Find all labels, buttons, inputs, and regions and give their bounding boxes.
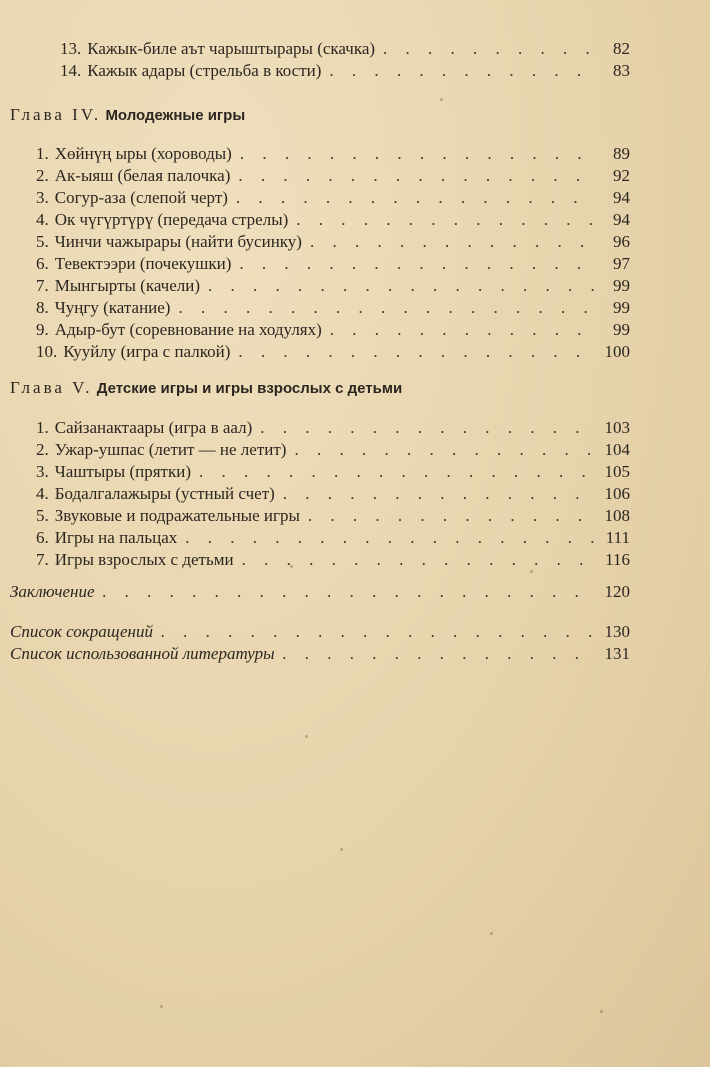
paper-speck — [440, 98, 443, 101]
toc-entry-bibliography — [10, 643, 630, 665]
toc-entry — [36, 461, 630, 483]
toc-entry — [36, 165, 630, 187]
leader-dots — [161, 621, 594, 643]
leader-dots — [208, 275, 594, 297]
toc-entry — [36, 231, 630, 253]
chapter-name: Молодежные игры — [105, 107, 246, 124]
entry-page: 83 — [613, 61, 630, 80]
leader-dots — [238, 341, 594, 363]
leader-dots — [240, 143, 594, 165]
toc-entry — [36, 297, 630, 319]
entry-page: 99 — [613, 320, 630, 339]
leader-dots — [103, 581, 594, 603]
entry-page: 104 — [604, 440, 630, 459]
paper-speck — [290, 565, 293, 568]
entry-title: Чуңгу (катание) — [54, 298, 171, 317]
entry-number: 2. — [36, 440, 49, 459]
entry-page: 94 — [613, 210, 630, 229]
entry-number: 4. — [36, 484, 49, 503]
entry-page: 99 — [613, 298, 630, 317]
entry-number: 3. — [36, 188, 49, 207]
entry-page: 120 — [604, 582, 630, 601]
entry-title: Хөйнүң ыры (хороводы) — [54, 144, 232, 163]
entry-title: Список использованной литературы — [10, 644, 275, 663]
entry-page: 97 — [613, 254, 630, 273]
entry-number: 4. — [36, 210, 49, 229]
entry-title: Список сокращений — [10, 622, 153, 641]
entry-title: Ужар-ушпас (летит — не летит) — [54, 440, 287, 459]
entry-title: Тевектээри (почекушки) — [54, 254, 232, 273]
entry-title: Звуковые и подражательные игры — [54, 506, 300, 525]
toc-entry — [60, 38, 630, 60]
toc-entry-conclusion — [10, 581, 630, 603]
paper-speck — [305, 735, 308, 738]
entry-page: 89 — [613, 144, 630, 163]
entry-page: 82 — [613, 39, 630, 58]
entry-page: 116 — [605, 550, 630, 569]
entry-title: Игры взрослых с детьми — [54, 550, 234, 569]
chapter-label: Глава V. — [10, 378, 93, 397]
toc-entry — [60, 60, 630, 82]
toc-entry — [36, 275, 630, 297]
entry-page: 108 — [604, 506, 630, 525]
toc-entry — [36, 549, 630, 571]
leader-dots — [330, 319, 594, 341]
entry-title: Мынгырты (качели) — [54, 276, 201, 295]
entry-title: Адыр-бут (соревнование на ходулях) — [54, 320, 322, 339]
entry-title: Согур-аза (слепой черт) — [54, 188, 228, 207]
toc-entry — [36, 505, 630, 527]
entry-number: 10. — [36, 342, 58, 361]
entry-title: Сайзанактаары (игра в аал) — [54, 418, 253, 437]
entry-title: Чинчи чажырары (найти бусинку) — [54, 232, 302, 251]
entry-page: 106 — [604, 484, 630, 503]
toc-entry — [36, 187, 630, 209]
entry-title: Кууйлу (игра с палкой) — [63, 342, 231, 361]
entry-page: 131 — [604, 644, 630, 663]
leader-dots — [185, 527, 594, 549]
entry-number: 5. — [36, 506, 49, 525]
toc-entry — [36, 143, 630, 165]
entry-page: 105 — [604, 462, 630, 481]
chapter-heading — [10, 104, 245, 127]
entry-number: 1. — [36, 144, 49, 163]
entry-page: 99 — [613, 276, 630, 295]
entry-number: 8. — [36, 298, 49, 317]
chapter-heading — [10, 377, 402, 400]
entry-number: 13. — [60, 39, 82, 58]
leader-dots — [178, 297, 594, 319]
entry-page: 130 — [604, 622, 630, 641]
toc-entry — [36, 417, 630, 439]
entry-page: 96 — [613, 232, 630, 251]
entry-number: 1. — [36, 418, 49, 437]
paper-speck — [160, 1005, 163, 1008]
leader-dots — [294, 439, 594, 461]
chapter-name: Детские игры и игры взрослых с детьми — [96, 380, 403, 397]
toc-entry — [36, 527, 630, 549]
entry-title: Кажык-биле аът чарыштырары (скачка) — [87, 39, 376, 58]
entry-page: 92 — [613, 166, 630, 185]
entry-title: Кажык адары (стрельба в кости) — [87, 61, 322, 80]
leader-dots — [383, 38, 594, 60]
entry-title: Бодалгалажыры (устный счет) — [54, 484, 275, 503]
toc-entry-abbreviations — [10, 621, 630, 643]
entry-number: 14. — [60, 61, 82, 80]
toc-entry — [36, 209, 630, 231]
entry-title: Заключение — [10, 582, 95, 601]
entry-title: Ок чүгүртүрү (передача стрелы) — [54, 210, 289, 229]
entry-title: Ак-ыяш (белая палочка) — [54, 166, 231, 185]
entry-page: 103 — [604, 418, 630, 437]
paper-speck — [340, 848, 343, 851]
entry-number: 3. — [36, 462, 49, 481]
entry-page: 100 — [604, 342, 630, 361]
entry-number: 7. — [36, 276, 49, 295]
leader-dots — [310, 231, 594, 253]
leader-dots — [283, 483, 594, 505]
toc-entry — [36, 253, 630, 275]
toc-entry — [36, 483, 630, 505]
entry-number: 6. — [36, 528, 49, 547]
toc-entry — [36, 319, 630, 341]
entry-number: 9. — [36, 320, 49, 339]
entry-page: 111 — [605, 528, 630, 547]
leader-dots — [329, 60, 594, 82]
toc-entry — [36, 439, 630, 461]
leader-dots — [238, 165, 594, 187]
chapter-label: Глава IV. — [10, 105, 102, 124]
paper-speck — [530, 570, 533, 573]
paper-speck — [600, 1010, 603, 1013]
leader-dots — [239, 253, 594, 275]
entry-title: Чаштыры (прятки) — [54, 462, 191, 481]
leader-dots — [308, 505, 594, 527]
entry-number: 7. — [36, 550, 49, 569]
entry-page: 94 — [613, 188, 630, 207]
entry-number: 2. — [36, 166, 49, 185]
leader-dots — [236, 187, 594, 209]
entry-title: Игры на пальцах — [54, 528, 178, 547]
entry-number: 6. — [36, 254, 49, 273]
leader-dots — [283, 643, 594, 665]
toc-entry — [36, 341, 630, 363]
leader-dots — [242, 549, 594, 571]
entry-number: 5. — [36, 232, 49, 251]
leader-dots — [260, 417, 594, 439]
leader-dots — [296, 209, 594, 231]
leader-dots — [199, 461, 594, 483]
paper-speck — [490, 932, 493, 935]
